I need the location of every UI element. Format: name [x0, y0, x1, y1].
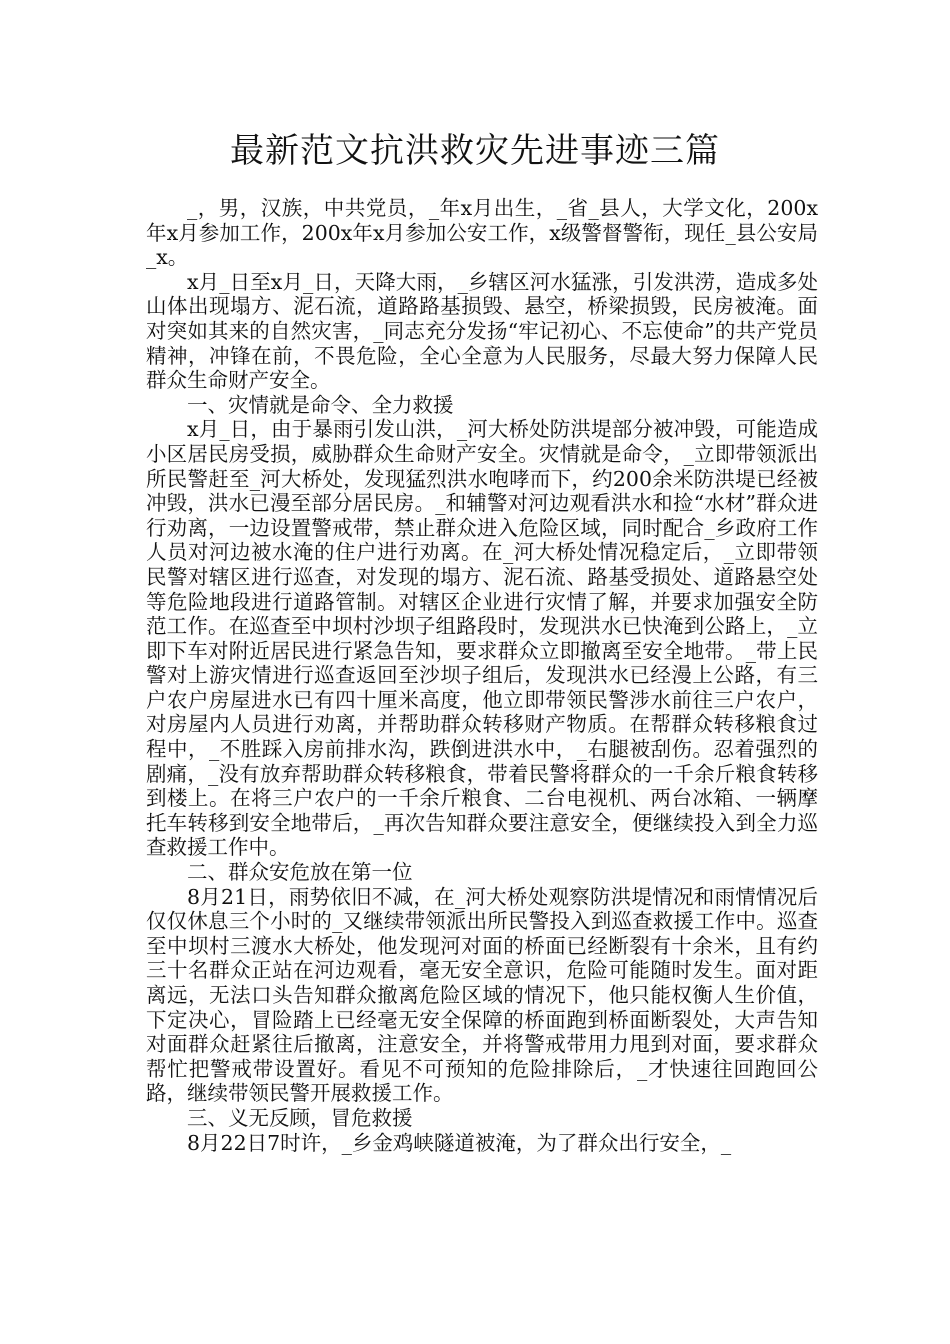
section-heading-2: 二、群众安危放在第一位	[187, 860, 413, 885]
paragraph-intro: _，男，汉族，中共党员，_年x月出生，_省_县人，大学文化，200x年x月参加工作，200x年x月参加公安工作，x级警督警衔，现任_县公安局_x。	[146, 196, 818, 270]
section-heading-3: 三、义无反顾，冒危救援	[187, 1105, 413, 1130]
section-heading-1: 一、灾情就是命令、全力救援	[187, 392, 454, 417]
paragraph-background: x月_日至x月_日，天降大雨，_乡辖区河水猛涨，引发洪涝，造成多处山体出现塌方、泥石流，道路路基损毁、悬空，桥梁损毁，民房被淹。面对突如其来的自然灾害，_同志充分发扬“牢记初心、不忘使命”的共产党员精神，冲锋在前，不畏危险，全心全意为人民服务，尽最大努力保障人民群众生命财产安全。	[146, 269, 818, 393]
paragraph-section-2: 8月21日，雨势依旧不减，在_河大桥处观察防洪堤情况和雨情情况后仅仅休息三个小时的_又继续带领派出所民警投入到巡查救援工作中。巡查至中坝村三渡水大桥处，他发现河对面的桥面已经断裂有十余米，且有约三十名群众正站在河边观看，毫无安全意识，危险可能随时发生。面对距离远，无法口头告知群众撤离危险区域的情况下，他只能权衡人生价值，下定决心，冒险踏上已经毫无安全保障的桥面跑到桥面断裂处，大声告知对面群众赶紧往后撤离，注意安全，并将警戒带用力甩到对面，要求群众帮忙把警戒带设置好。看见不可预知的危险排除后，_才快速往回跑回公路，继续带领民警开展救援工作。	[146, 884, 818, 1106]
paragraph-section-1: x月_日，由于暴雨引发山洪，_河大桥处防洪堤部分被冲毁，可能造成小区居民房受损，威胁群众生命财产安全。灾情就是命令，_立即带领派出所民警赶至_河大桥处，发现猛烈洪水咆哮而下，约200余米防洪堤已经被冲毁，洪水已漫至部分居民房。_和辅警对河边观看洪水和捡“水材”群众进行劝离，一边设置警戒带，禁止群众进入危险区域，同时配合_乡政府工作人员对河边被水淹的住户进行劝离。在_河大桥处情况稳定后，_立即带领民警对辖区进行巡查，对发现的塌方、泥石流、路基受损处、道路悬空处等危险地段进行道路管制。对辖区企业进行灾情了解，并要求加强安全防范工作。在巡查至中坝村沙坝子组路段时，发现洪水已快淹到公路上，_立即下车对附近居民进行紧急告知，要求群众立即撤离至安全地带。_带上民警对上游灾情进行巡查返回至沙坝子组后，发现洪水已经漫上公路，有三户农户房屋进水已有四十厘米高度，他立即带领民警涉水前往三户农户，对房屋内人员进行劝离，并帮助群众转移财产物质。在帮群众转移粮食过程中，_不胜踩入房前排水沟，跌倒进洪水中，_右腿被刮伤。忍着强烈的剧痛，_没有放弃帮助群众转移粮食，带着民警将群众的一千余斤粮食转移到楼上。在将三户农户的一千余斤粮食、二台电视机、两台冰箱、一辆摩托车转移到安全地带后，_再次告知群众要注意安全，便继续投入到全力巡查救援工作中。	[146, 417, 818, 860]
document-title: 最新范文抗洪救灾先进事迹三篇	[230, 131, 720, 171]
document-body	[146, 196, 818, 1155]
paragraph-section-3: 8月22日7时许，_乡金鸡峡隧道被淹，为了群众出行安全，_	[187, 1130, 732, 1155]
